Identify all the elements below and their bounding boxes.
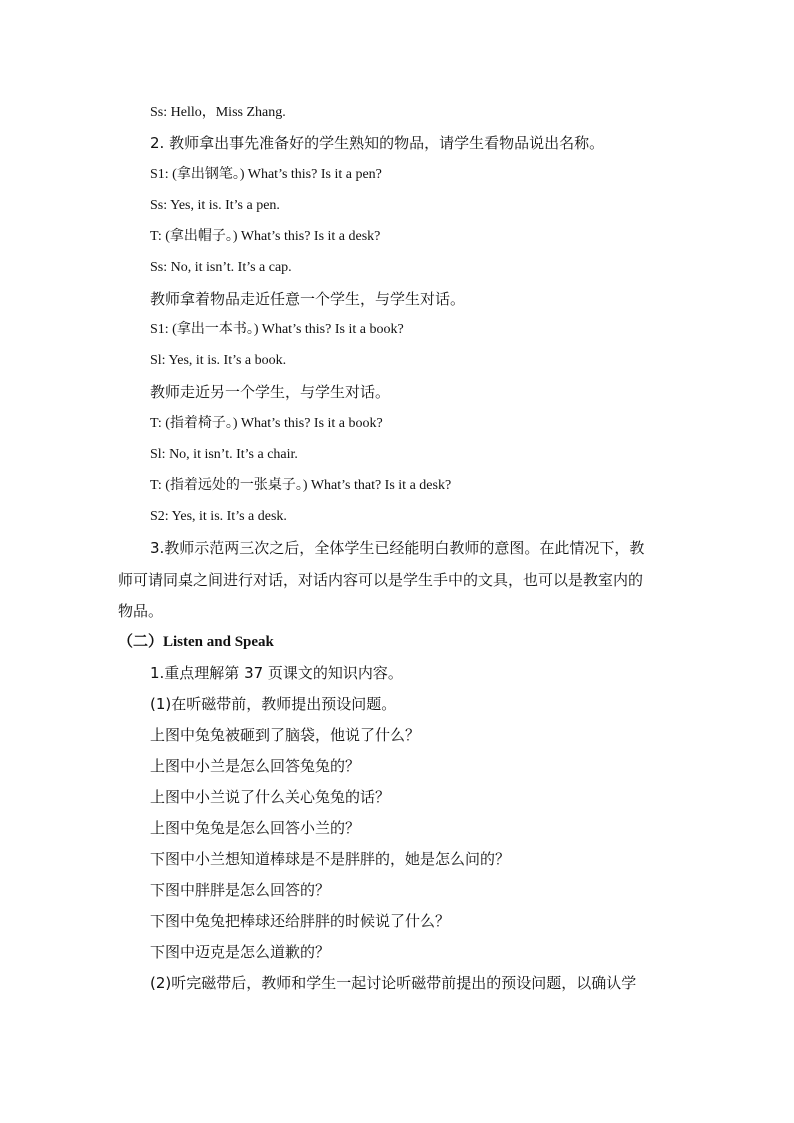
dialogue-line: Ss: No, it isn’t. It’s a cap. <box>150 260 292 275</box>
dialogue-line: T: (指着椅子。) What’s this? Is it a book? <box>150 416 383 431</box>
question-line: 上图中小兰是怎么回答兔兔的？ <box>150 757 361 775</box>
paragraph-line: 物品。 <box>118 602 164 620</box>
instruction-line: 教师走近另一个学生，与学生对话。 <box>150 383 391 401</box>
instruction-step: 1.重点理解第 37 页课文的知识内容。 <box>150 664 403 682</box>
question-line: 下图中小兰想知道棒球是不是胖胖的，她是怎么问的？ <box>150 850 511 868</box>
section-heading: （二）Listen and Speak <box>118 634 274 650</box>
question-line: 上图中兔兔被砸到了脑袋，他说了什么？ <box>150 726 421 744</box>
dialogue-line: Sl: Yes, it is. It’s a book. <box>150 353 287 368</box>
instruction-step: (1)在听磁带前，教师提出预设问题。 <box>150 695 397 713</box>
question-line: 上图中小兰说了什么关心兔兔的话？ <box>150 788 391 806</box>
dialogue-line: Ss: Yes, it is. It’s a pen. <box>150 198 280 213</box>
dialogue-line: S1: (拿出一本书。) What’s this? Is it a book? <box>150 322 404 337</box>
instruction-step: (2)听完磁带后，教师和学生一起讨论听磁带前提出的预设问题，以确认学 <box>150 974 637 992</box>
paragraph-line: 师可请同桌之间进行对话，对话内容可以是学生手中的文具，也可以是教室内的 <box>118 571 644 589</box>
question-line: 下图中迈克是怎么道歉的？ <box>150 943 331 961</box>
dialogue-line: S1: (拿出钢笔。) What’s this? Is it a pen? <box>150 167 382 182</box>
question-line: 下图中胖胖是怎么回答的？ <box>150 881 331 899</box>
question-line: 下图中兔兔把棒球还给胖胖的时候说了什么？ <box>150 912 451 930</box>
instruction-step: 2. 教师拿出事先准备好的学生熟知的物品，请学生看物品说出名称。 <box>150 134 605 152</box>
paragraph-line: 3.教师示范两三次之后，全体学生已经能明白教师的意图。在此情况下，教 <box>150 539 645 557</box>
instruction-line: 教师拿着物品走近任意一个学生，与学生对话。 <box>150 290 466 308</box>
dialogue-line: Sl: No, it isn’t. It’s a chair. <box>150 447 298 462</box>
dialogue-line: T: (拿出帽子。) What’s this? Is it a desk? <box>150 229 381 244</box>
dialogue-line: Ss: Hello，Miss Zhang. <box>150 105 286 120</box>
question-line: 上图中兔兔是怎么回答小兰的？ <box>150 819 361 837</box>
dialogue-line: S2: Yes, it is. It’s a desk. <box>150 509 287 524</box>
dialogue-line: T: (指着远处的一张桌子。) What’s that? Is it a desk? <box>150 478 452 493</box>
